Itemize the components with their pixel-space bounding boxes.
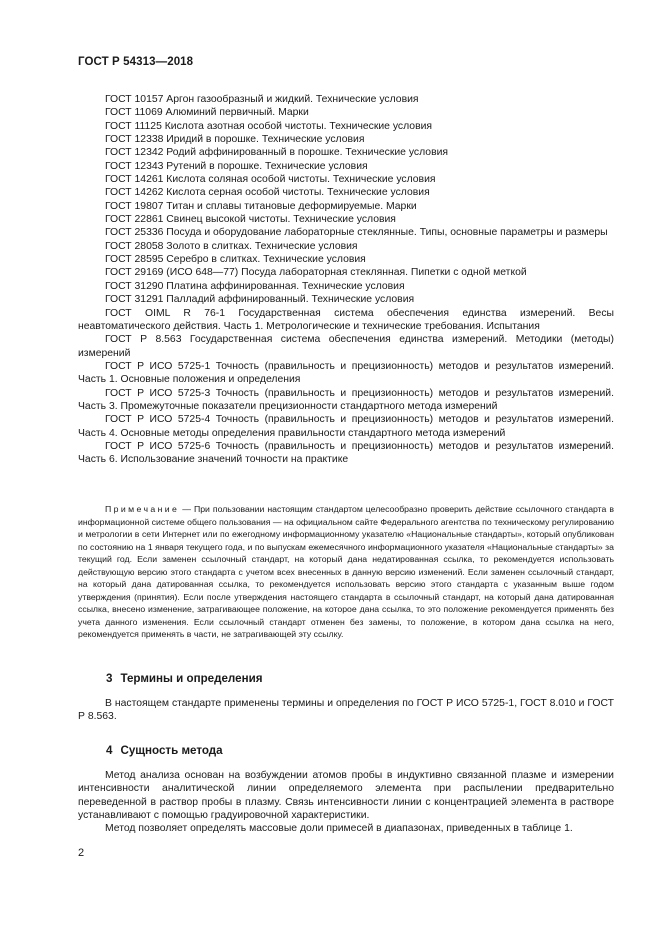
reference-item: ГОСТ 28058 Золото в слитках. Технические условия bbox=[105, 240, 358, 252]
reference-item: ГОСТ 12343 Рутений в порошке. Технические условия bbox=[105, 160, 368, 172]
section-3-number: 3 bbox=[106, 672, 113, 685]
reference-item: ГОСТ Р ИСО 5725-4 Точность (правильность и прецизионность) методов и результатов измерений. Часть 4. Основные методы определения правильности стандартного метода измерений bbox=[78, 414, 614, 439]
reference-item: ГОСТ 10157 Аргон газообразный и жидкий. Технические условия bbox=[105, 94, 419, 105]
reference-item: ГОСТ Р ИСО 5725-3 Точность (правильность и прецизионность) методов и результатов измерений. Часть 3. Промежуточные показатели прецизионности стандартного метода измерений bbox=[78, 387, 614, 412]
reference-item: ГОСТ 11069 Алюминий первичный. Марки bbox=[105, 107, 309, 119]
note-label: Примечание bbox=[105, 504, 180, 514]
normative-references-list bbox=[78, 93, 614, 467]
section-3-body bbox=[78, 697, 614, 724]
note-paragraph bbox=[78, 503, 614, 641]
reference-item: ГОСТ 22861 Свинец высокой чистоты. Технические условия bbox=[105, 214, 396, 226]
reference-item: ГОСТ 14261 Кислота соляная особой чистоты. Технические условия bbox=[105, 174, 436, 186]
reference-item: ГОСТ 28595 Серебро в слитках. Технические условия bbox=[105, 254, 366, 266]
reference-item: ГОСТ 31291 Палладий аффинированный. Технические условия bbox=[105, 294, 415, 306]
reference-item: ГОСТ Р ИСО 5725-6 Точность (правильность и прецизионность) методов и результатов измерений. Часть 6. Использование значений точности на практике bbox=[78, 440, 614, 466]
section-4-paragraph: Метод позволяет определять массовые доли примесей в диапазонах, приведенных в таблице 1. bbox=[105, 823, 573, 835]
reference-item: ГОСТ OIML R 76-1 Государственная система обеспечения единства измерений. Весы неавтоматического действия. Часть 1. Метрологические и технические требования. Испытания bbox=[78, 307, 614, 332]
section-3-title: Термины и определения bbox=[120, 672, 263, 685]
section-3-paragraph: В настоящем стандарте применены термины и определения по ГОСТ Р ИСО 5725-1, ГОСТ 8.010 и ГОСТ Р 8.563. bbox=[78, 698, 614, 723]
note-text: — При пользовании настоящим стандартом целесообразно проверить действие ссылочного стандарта в информационной системе общего пользования — на официальном сайте Федерального агентства по техническому регулированию и метрологии в сети Интернет или по ежегодному информационному указателю «Национальные стандарты», который опубликован по состоянию на 1 января текущего года, и по выпускам ежемесячного информационного указателя «Национальные стандарты» за текущий год. Если заменен ссылочный стандарт, на который дана недатированная ссылка, то рекомендуется использовать действующую версию этого стандарта с учетом всех внесенных в данную версию изменений. Если заменен ссылочный стандарт, на который дана датированная ссылка, то рекомендуется использовать версию этого стандарта с указанным выше годом утверждения (принятия). Если после утверждения настоящего стандарта в ссылочный стандарт, на который дана датированная ссылка, внесено изменение, затрагивающее положение, на которое дана ссылка, то это положение рекомендуется применять без учета данного изменения. Если ссылочный стандарт отменен без замены, то положение, в котором дана ссылка на него, рекомендуется применять в части, не затрагивающей эту ссылку. bbox=[78, 504, 614, 639]
reference-item: ГОСТ 29169 (ИСО 648—77) Посуда лабораторная стеклянная. Пипетки с одной меткой bbox=[105, 267, 527, 279]
reference-item: ГОСТ Р 8.563 Государственная система обеспечения единства измерений. Методики (методы) измерений bbox=[78, 334, 614, 359]
reference-item: ГОСТ 12338 Иридий в порошке. Технические условия bbox=[105, 134, 365, 146]
reference-item: ГОСТ 12342 Родий аффинированный в порошке. Технические условия bbox=[105, 147, 449, 159]
section-4-title: Сущность метода bbox=[120, 744, 223, 757]
section-4-paragraph: Метод анализа основан на возбуждении атомов пробы в индуктивно связанной плазме и измерении интенсивности аналитической линии определяемого элемента при распылении предварительно переведенной в раствор пробы в плазму. Связь интенсивности линии с концентрацией элемента в растворе устанавливают с помощью градуировочной характеристики. bbox=[78, 770, 614, 822]
section-3-heading bbox=[106, 672, 263, 685]
note-block bbox=[78, 503, 614, 641]
reference-item: ГОСТ 19807 Титан и сплавы титановые деформируемые. Марки bbox=[105, 200, 417, 212]
page-number: 2 bbox=[78, 847, 85, 859]
section-4-body bbox=[78, 769, 614, 836]
reference-item: ГОСТ 14262 Кислота серная особой чистоты. Технические условия bbox=[105, 187, 430, 199]
section-4-heading bbox=[106, 744, 223, 757]
section-4-number: 4 bbox=[106, 744, 113, 757]
reference-item: ГОСТ Р ИСО 5725-1 Точность (правильность и прецизионность) методов и результатов измерений. Часть 1. Основные положения и определения bbox=[78, 360, 614, 386]
reference-item: ГОСТ 25336 Посуда и оборудование лабораторные стеклянные. Типы, основные параметры и размеры bbox=[105, 227, 608, 239]
reference-item: ГОСТ 31290 Платина аффинированная. Технические условия bbox=[105, 280, 405, 292]
reference-item: ГОСТ 11125 Кислота азотная особой чистоты. Технические условия bbox=[105, 120, 433, 132]
document-header: ГОСТ Р 54313—2018 bbox=[78, 56, 194, 68]
